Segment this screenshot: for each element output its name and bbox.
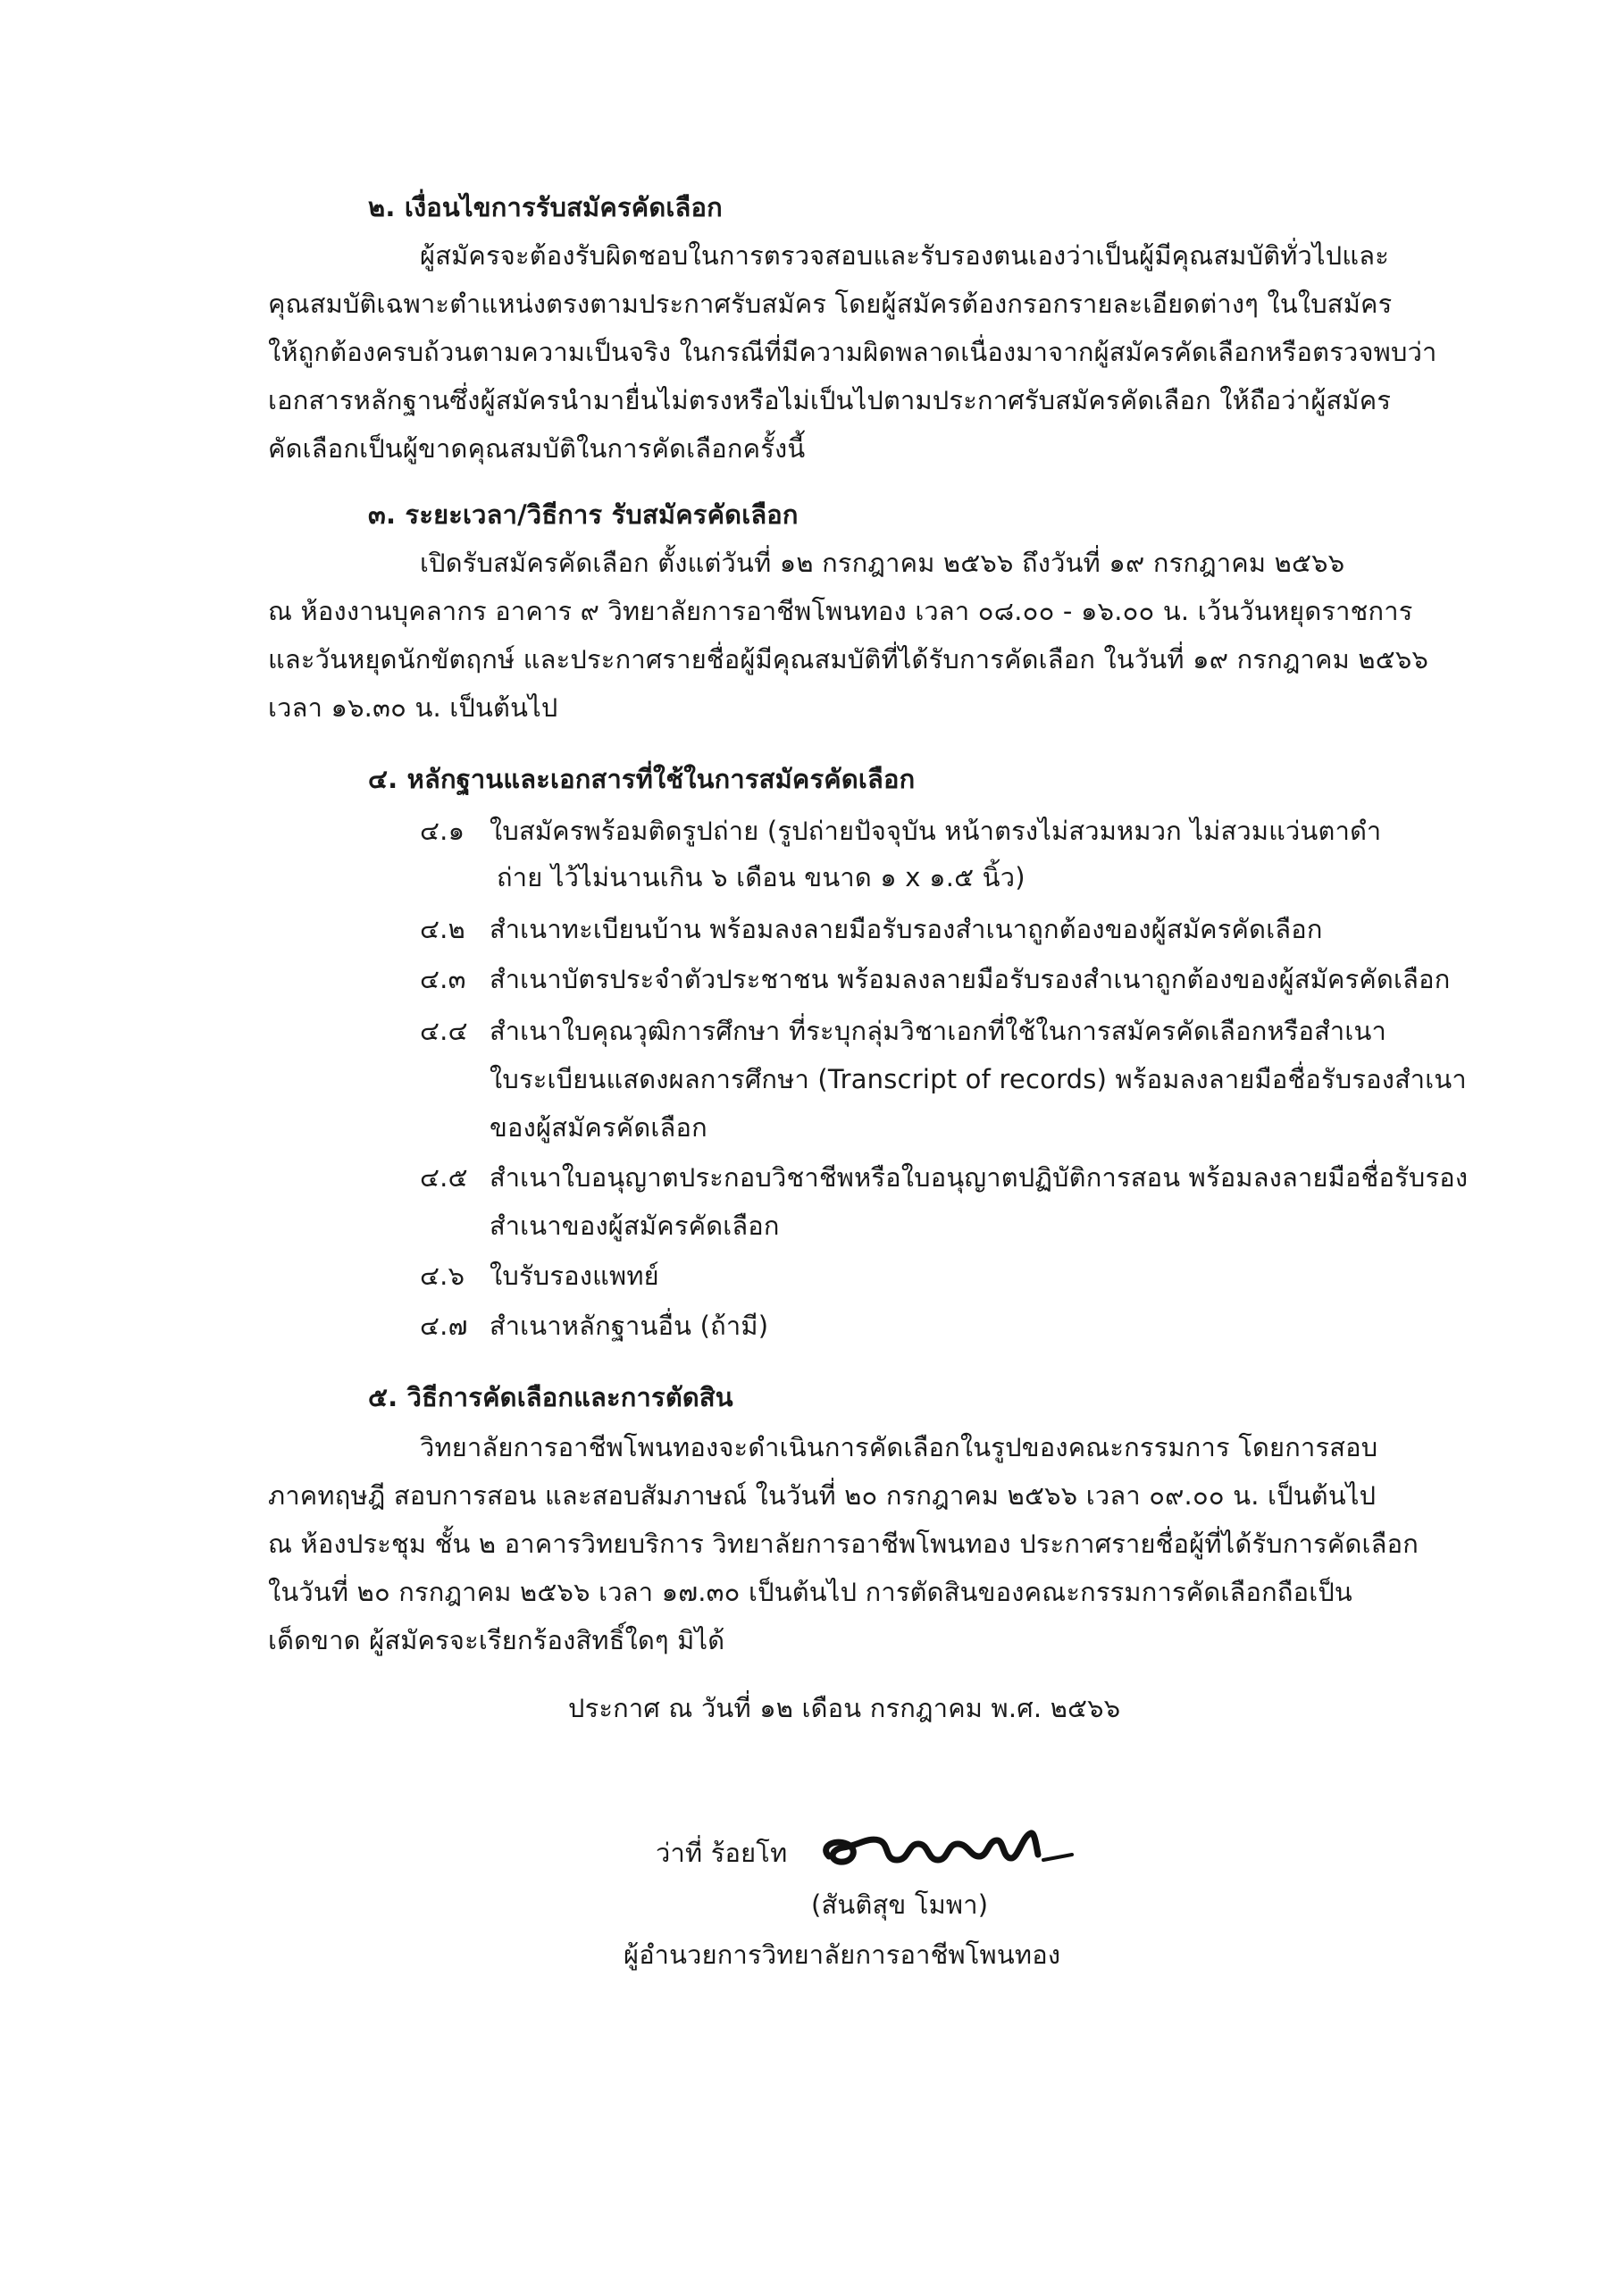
signature-rank: ว่าที่ ร้อยโท bbox=[656, 1838, 788, 1868]
item-4-5-line-2: สำเนาของผู้สมัครคัดเลือก bbox=[490, 1211, 780, 1241]
item-4-1-line-1: ใบสมัครพร้อมติดรูปถ่าย (รูปถ่ายปัจจุบัน หน้าตรงไม่สวมหมวก ไม่สวมแว่นตาดำ bbox=[490, 816, 1382, 846]
item-4-4-line-1: สำเนาใบคุณวุฒิการศึกษา ที่ระบุกลุ่มวิชาเอกที่ใช้ในการสมัครคัดเลือกหรือสำเนา bbox=[490, 1016, 1386, 1046]
section-2-line-4: เอกสารหลักฐานซึ่งผู้สมัครนำมายื่นไม่ตรงหรือไม่เป็นไปตามประกาศรับสมัครคัดเลือก ให้ถือว่าผู้สมัคร bbox=[268, 385, 1392, 415]
item-number-4-5: ๔.๕ bbox=[420, 1162, 468, 1193]
section-5-line-2: ภาคทฤษฎี สอบการสอน และสอบสัมภาษณ์ ในวันที่ ๒๐ กรกฎาคม ๒๕๖๖ เวลา ๐๙.๐๐ น. เป็นต้นไป bbox=[268, 1480, 1377, 1511]
announcement-date: ประกาศ ณ วันที่ ๑๒ เดือน กรกฎาคม พ.ศ. ๒๕๖๖ bbox=[568, 1693, 1121, 1723]
section-3-line-2: ณ ห้องงานบุคลากร อาคาร ๙ วิทยาลัยการอาชีพโพนทอง เวลา ๐๘.๐๐ - ๑๖.๐๐ น. เว้นวันหยุดราชการ bbox=[268, 596, 1413, 626]
item-4-7-line-1: สำเนาหลักฐานอื่น (ถ้ามี) bbox=[490, 1311, 769, 1341]
section-2-line-3: ให้ถูกต้องครบถ้วนตามความเป็นจริง ในกรณีที่มีความผิดพลาดเนื่องมาจากผู้สมัครคัดเลือกหรือตรวจพบว่า bbox=[268, 337, 1437, 367]
item-4-3-line-1: สำเนาบัตรประจำตัวประชาชน พร้อมลงลายมือรับรองสำเนาถูกต้องของผู้สมัครคัดเลือก bbox=[490, 964, 1451, 994]
item-number-4-2: ๔.๒ bbox=[420, 914, 465, 944]
item-4-5-line-1: สำเนาใบอนุญาตประกอบวิชาชีพหรือใบอนุญาตปฏิบัติการสอน พร้อมลงลายมือชื่อรับรอง bbox=[490, 1162, 1469, 1193]
section-5-line-5: เด็ดขาด ผู้สมัครจะเรียกร้องสิทธิ์ใดๆ มิได้ bbox=[268, 1625, 725, 1655]
section-5-line-3: ณ ห้องประชุม ชั้น ๒ อาคารวิทยบริการ วิทยาลัยการอาชีพโพนทอง ประกาศรายชื่อผู้ที่ได้รับการคัดเลือก bbox=[268, 1529, 1419, 1559]
item-number-4-6: ๔.๖ bbox=[420, 1261, 465, 1291]
section-5-line-1: วิทยาลัยการอาชีพโพนทองจะดำเนินการคัดเลือกในรูปของคณะกรรมการ โดยการสอบ bbox=[420, 1432, 1378, 1462]
section-3-heading: ๓. ระยะเวลา/วิธีการ รับสมัครคัดเลือก bbox=[368, 499, 799, 530]
signatory-name: (สันติสุข โมพา) bbox=[811, 1889, 989, 1920]
item-4-6-line-1: ใบรับรองแพทย์ bbox=[490, 1261, 659, 1291]
section-2-line-5: คัดเลือกเป็นผู้ขาดคุณสมบัติในการคัดเลือกครั้งนี้ bbox=[268, 433, 806, 464]
item-4-1-line-2: ถ่าย ไว้ไม่นานเกิน ๖ เดือน ขนาด ๑ x ๑.๕ นิ้ว) bbox=[497, 862, 1025, 892]
item-4-4-line-3: ของผู้สมัครคัดเลือก bbox=[490, 1112, 707, 1143]
item-number-4-1: ๔.๑ bbox=[420, 816, 465, 846]
section-3-line-1: เปิดรับสมัครคัดเลือก ตั้งแต่วันที่ ๑๒ กรกฎาคม ๒๕๖๖ ถึงวันที่ ๑๙ กรกฎาคม ๒๕๖๖ bbox=[420, 548, 1345, 578]
item-4-2-line-1: สำเนาทะเบียนบ้าน พร้อมลงลายมือรับรองสำเนาถูกต้องของผู้สมัครคัดเลือก bbox=[490, 914, 1323, 944]
section-5-heading: ๕. วิธีการคัดเลือกและการตัดสิน bbox=[368, 1382, 733, 1412]
item-4-4-line-2: ใบระเบียนแสดงผลการศึกษา (Transcript of records) พร้อมลงลายมือชื่อรับรองสำเนา bbox=[490, 1064, 1467, 1094]
handwritten-signature bbox=[813, 1805, 1090, 1894]
item-number-4-7: ๔.๗ bbox=[420, 1311, 468, 1341]
section-3-line-3: และวันหยุดนักขัตฤกษ์ และประกาศรายชื่อผู้มีคุณสมบัติที่ได้รับการคัดเลือก ในวันที่ ๑๙ กรกฎาคม ๒๕๖๖ bbox=[268, 644, 1429, 674]
item-number-4-3: ๔.๓ bbox=[420, 964, 466, 994]
section-5-line-4: ในวันที่ ๒๐ กรกฎาคม ๒๕๖๖ เวลา ๑๗.๓๐ เป็นต้นไป การตัดสินของคณะกรรมการคัดเลือกถือเป็น bbox=[268, 1577, 1352, 1607]
item-number-4-4: ๔.๔ bbox=[420, 1016, 468, 1046]
section-2-line-2: คุณสมบัติเฉพาะตำแหน่งตรงตามประกาศรับสมัคร โดยผู้สมัครต้องกรอกรายละเอียดต่างๆ ในใบสมัคร bbox=[268, 289, 1393, 319]
signatory-title: ผู้อำนวยการวิทยาลัยการอาชีพโพนทอง bbox=[624, 1939, 1061, 1970]
section-4-heading: ๔. หลักฐานและเอกสารที่ใช้ในการสมัครคัดเลือก bbox=[368, 764, 916, 794]
section-2-line-1: ผู้สมัครจะต้องรับผิดชอบในการตรวจสอบและรับรองตนเองว่าเป็นผู้มีคุณสมบัติทั่วไปและ bbox=[420, 240, 1390, 271]
section-2-heading: ๒. เงื่อนไขการรับสมัครคัดเลือก bbox=[368, 192, 723, 222]
section-3-line-4: เวลา ๑๖.๓๐ น. เป็นต้นไป bbox=[268, 692, 558, 723]
